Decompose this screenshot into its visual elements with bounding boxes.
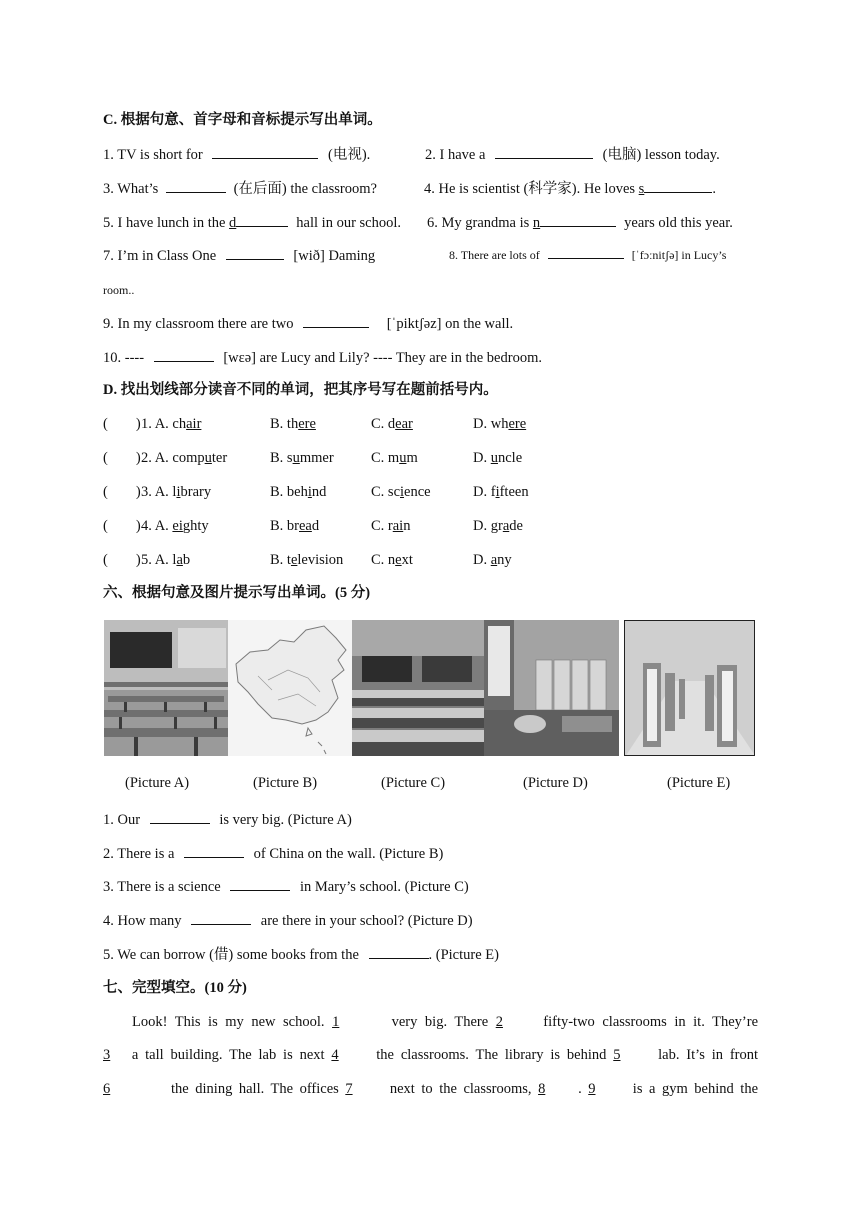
- bracket-close: ): [135, 416, 141, 432]
- question-number: 2. A.: [141, 450, 173, 466]
- c1-text: 1. TV is short for: [103, 147, 203, 163]
- word-part: D.: [473, 552, 491, 568]
- answer-blank[interactable]: [495, 144, 593, 159]
- cloze-text: the dining hall. The offices: [171, 1081, 339, 1097]
- word-part: ghty: [182, 518, 209, 534]
- c3-text-end: (在后面) the classroom?: [233, 181, 377, 197]
- c4-text: 4. He is scientist (科学家). He loves: [424, 181, 639, 197]
- option-c: [371, 414, 413, 434]
- answer-blank[interactable]: [236, 212, 288, 227]
- caption-picture-d: (Picture D): [523, 775, 588, 791]
- question-6-4: [103, 910, 758, 931]
- c4: [424, 178, 716, 199]
- option-b: [270, 516, 319, 536]
- word-part: levision: [297, 552, 344, 568]
- word-part: mmer: [299, 450, 334, 466]
- section-c-heading: C. 根据句意、首字母和音标提示写出单词。: [103, 112, 382, 128]
- underlined-letters: a: [502, 518, 510, 534]
- underlined-letters: ear: [395, 416, 413, 432]
- word-part: B. t: [270, 552, 291, 568]
- question-c10: [103, 347, 758, 368]
- c4-initial: s: [638, 181, 645, 197]
- c7-text: 7. I’m in Class One: [103, 248, 217, 264]
- c6: [427, 212, 733, 233]
- cloze-blank-7[interactable]: 7: [345, 1081, 353, 1097]
- cloze-text: Look! This is my new school.: [132, 1014, 325, 1030]
- option-d: [473, 414, 526, 434]
- bracket-open: (: [103, 416, 108, 432]
- question-6-3: [103, 876, 758, 897]
- underlined-letters: ere: [508, 416, 527, 432]
- q6-1-text: 1. Our: [103, 812, 141, 828]
- cloze-line-1: [103, 1012, 758, 1032]
- answer-blank[interactable]: [540, 212, 616, 227]
- caption-picture-c: (Picture C): [381, 775, 446, 791]
- cloze-text: next to the classrooms,: [389, 1081, 532, 1097]
- question-c3-c4: [103, 178, 758, 199]
- word-part: xt: [401, 552, 413, 568]
- word-part: ch: [172, 416, 187, 432]
- option-b: [270, 414, 316, 434]
- section-7-heading: 七、完型填空。(10 分): [103, 980, 247, 996]
- word-part: C. m: [371, 450, 400, 466]
- option-b: [270, 550, 343, 570]
- word-part: ter: [211, 450, 228, 466]
- cloze-text: .: [578, 1081, 582, 1097]
- word-part: n: [403, 518, 411, 534]
- option-a: [141, 448, 227, 468]
- cloze-text: the classrooms. The library is behind: [376, 1047, 607, 1063]
- word-part: B. th: [270, 416, 299, 432]
- underlined-letters: a: [176, 552, 183, 568]
- word-part: D.: [473, 450, 491, 466]
- question-c9: [103, 313, 758, 334]
- answer-blank[interactable]: [548, 247, 624, 259]
- cloze-text: fifty-two classrooms in it. They’re: [543, 1014, 759, 1030]
- underlined-letters: u: [490, 450, 498, 466]
- q6-5-text-end: . (Picture E): [428, 947, 499, 963]
- c3-text: 3. What’s: [103, 181, 159, 197]
- word-part: nd: [311, 484, 327, 500]
- c5-text: 5. I have lunch in the: [103, 215, 230, 231]
- word-part: comp: [172, 450, 205, 466]
- question-number: 4. A.: [141, 518, 173, 534]
- underlined-letters: ere: [298, 416, 316, 432]
- question-6-2: [103, 843, 758, 864]
- answer-blank[interactable]: [150, 809, 210, 824]
- section-d-heading: D. 找出划线部分读音不同的单词，把其序号写在题前括号内。: [103, 382, 498, 398]
- word-part: B. s: [270, 450, 293, 466]
- word-part: ncle: [497, 450, 523, 466]
- word-part: l: [172, 552, 177, 568]
- word-part: C. sc: [371, 484, 400, 500]
- cloze-blank-2[interactable]: 2: [495, 1014, 503, 1030]
- cloze-text: is a gym behind the: [632, 1081, 759, 1097]
- word-part: D. f: [473, 484, 496, 500]
- answer-blank[interactable]: [191, 910, 251, 925]
- word-part: d: [311, 518, 320, 534]
- answer-bracket[interactable]: [103, 550, 141, 570]
- option-a: [141, 414, 201, 434]
- underlined-letters: i: [176, 484, 181, 500]
- c9-text-end: [ˈpiktʃəz] on the wall.: [386, 316, 514, 332]
- answer-blank[interactable]: [166, 178, 226, 193]
- word-part: C. d: [371, 416, 396, 432]
- option-a: [141, 482, 211, 502]
- option-c: [371, 482, 431, 502]
- c9-text: 9. In my classroom there are two: [103, 316, 294, 332]
- c2-text: 2. I have a: [425, 147, 486, 163]
- caption-picture-e: (Picture E): [667, 775, 731, 791]
- underlined-letters: ea: [299, 518, 312, 534]
- word-part: ence: [404, 484, 431, 500]
- underlined-letters: e: [395, 552, 402, 568]
- question-number: 5. A.: [141, 552, 173, 568]
- c5-initial: d: [229, 215, 237, 231]
- bracket-open: (: [103, 450, 108, 466]
- q6-5-text: 5. We can borrow (借) some books from the: [103, 947, 359, 963]
- cloze-blank-4[interactable]: 4: [331, 1047, 339, 1063]
- c5-text-end: hall in our school.: [296, 215, 402, 231]
- option-c: [371, 448, 418, 468]
- bracket-open: (: [103, 484, 108, 500]
- cloze-blank-1[interactable]: 1: [332, 1014, 340, 1030]
- question-6-5: [103, 944, 758, 965]
- word-part: fteen: [499, 484, 529, 500]
- underlined-letters: i: [495, 484, 500, 500]
- bracket-close: ): [135, 484, 141, 500]
- underlined-letters: u: [399, 450, 407, 466]
- picture-a-classroom: [104, 620, 228, 756]
- caption-picture-a: (Picture A): [125, 775, 190, 791]
- word-part: m: [406, 450, 418, 466]
- underlined-letters: u: [204, 450, 212, 466]
- c6-text: 6. My grandma is: [427, 215, 533, 231]
- answer-blank[interactable]: [230, 876, 290, 891]
- picture-e-library: [624, 620, 755, 756]
- option-b: [270, 448, 334, 468]
- q6-4-text: 4. How many: [103, 913, 182, 929]
- bracket-open: (: [103, 552, 108, 568]
- bracket-close: ): [135, 450, 141, 466]
- word-part: de: [509, 518, 523, 534]
- c8-text-end: [ˈfɔːnitʃə] in Lucy’s: [631, 248, 727, 262]
- question-number: 1. A.: [141, 416, 173, 432]
- c8: [449, 245, 726, 265]
- word-part: brary: [180, 484, 212, 500]
- cloze-blank-6[interactable]: 6: [103, 1081, 111, 1097]
- q6-1-text-end: is very big. (Picture A): [219, 812, 352, 828]
- c6-initial: n: [532, 215, 541, 231]
- c8-continued: room..: [103, 283, 135, 297]
- cloze-text: a tall building. The lab is next: [131, 1047, 325, 1063]
- bracket-open: (: [103, 518, 108, 534]
- c8-text: 8. There are lots of: [449, 248, 540, 262]
- answer-bracket[interactable]: [103, 482, 141, 502]
- answer-blank[interactable]: [184, 843, 244, 858]
- word-part: b: [182, 552, 191, 568]
- word-part: B. br: [270, 518, 299, 534]
- question-number: 3. A.: [141, 484, 173, 500]
- c10-text-end: [wɛə] are Lucy and Lily? ---- They are in the bedroom.: [223, 350, 542, 366]
- word-part: C. r: [371, 518, 393, 534]
- q6-3-text: 3. There is a science: [103, 879, 221, 895]
- cloze-blank-5[interactable]: 5: [613, 1047, 621, 1063]
- answer-bracket[interactable]: [103, 448, 141, 468]
- answer-blank[interactable]: [369, 944, 429, 959]
- answer-blank[interactable]: [303, 313, 369, 328]
- cloze-text: lab. It’s in front: [658, 1047, 759, 1063]
- word-part: D. gr: [473, 518, 503, 534]
- cloze-line-2: [103, 1045, 758, 1065]
- word-part: l: [172, 484, 177, 500]
- option-d: [473, 516, 523, 536]
- word-part: D. wh: [473, 416, 509, 432]
- option-a: [141, 550, 190, 570]
- option-c: [371, 516, 410, 536]
- option-c: [371, 550, 413, 570]
- word-part: B. beh: [270, 484, 308, 500]
- option-d: [473, 482, 529, 502]
- question-c1-c2: [103, 144, 758, 165]
- option-a: [141, 516, 209, 536]
- q6-4-text-end: are there in your school? (Picture D): [260, 913, 473, 929]
- picture-d-office: [484, 620, 619, 756]
- underlined-letters: i: [400, 484, 405, 500]
- answer-bracket[interactable]: [103, 414, 141, 434]
- picture-b-map: [228, 620, 352, 756]
- underlined-letters: ei: [172, 518, 183, 534]
- answer-blank[interactable]: [154, 347, 214, 362]
- c7-text-end: [wið] Daming: [293, 248, 376, 264]
- option-b: [270, 482, 326, 502]
- question-c7-c8: [103, 245, 758, 266]
- answer-blank[interactable]: [226, 245, 284, 260]
- question-6-1: [103, 809, 758, 830]
- cloze-text: very big. There: [391, 1014, 489, 1030]
- option-d: [473, 550, 512, 570]
- picture-c-science-lab: [352, 620, 484, 756]
- q6-2-text: 2. There is a: [103, 846, 175, 862]
- c4-text-end: .: [712, 181, 716, 197]
- underlined-letters: i: [307, 484, 312, 500]
- q6-2-text-end: of China on the wall. (Picture B): [253, 846, 444, 862]
- c10-text: 10. ----: [103, 350, 145, 366]
- cloze-blank-8[interactable]: 8: [538, 1081, 546, 1097]
- c2: [425, 144, 720, 165]
- bracket-close: ): [135, 518, 141, 534]
- question-c5-c6: [103, 212, 758, 233]
- c6-text-end: years old this year.: [624, 215, 733, 231]
- word-part: ny: [497, 552, 512, 568]
- answer-blank[interactable]: [644, 178, 712, 193]
- c2-text-end: (电脑) lesson today.: [602, 147, 720, 163]
- answer-blank[interactable]: [212, 144, 318, 159]
- c1-text-end: (电视).: [328, 147, 371, 163]
- cloze-blank-3[interactable]: 3: [103, 1047, 111, 1063]
- answer-bracket[interactable]: [103, 516, 141, 536]
- bracket-close: ): [135, 552, 141, 568]
- caption-picture-b: (Picture B): [253, 775, 318, 791]
- cloze-line-3-rest: [171, 1079, 758, 1099]
- cloze-blank-9[interactable]: 9: [588, 1081, 596, 1097]
- underlined-letters: air: [186, 416, 202, 432]
- underlined-letters: a: [490, 552, 498, 568]
- underlined-letters: ai: [392, 518, 404, 534]
- section-6-heading: 六、根据句意及图片提示写出单词。(5 分): [103, 585, 371, 601]
- word-part: C. n: [371, 552, 396, 568]
- q6-3-text-end: in Mary’s school. (Picture C): [299, 879, 469, 895]
- option-d: [473, 448, 522, 468]
- cloze-line-3: [103, 1079, 758, 1099]
- underlined-letters: u: [292, 450, 300, 466]
- underlined-letters: e: [290, 552, 298, 568]
